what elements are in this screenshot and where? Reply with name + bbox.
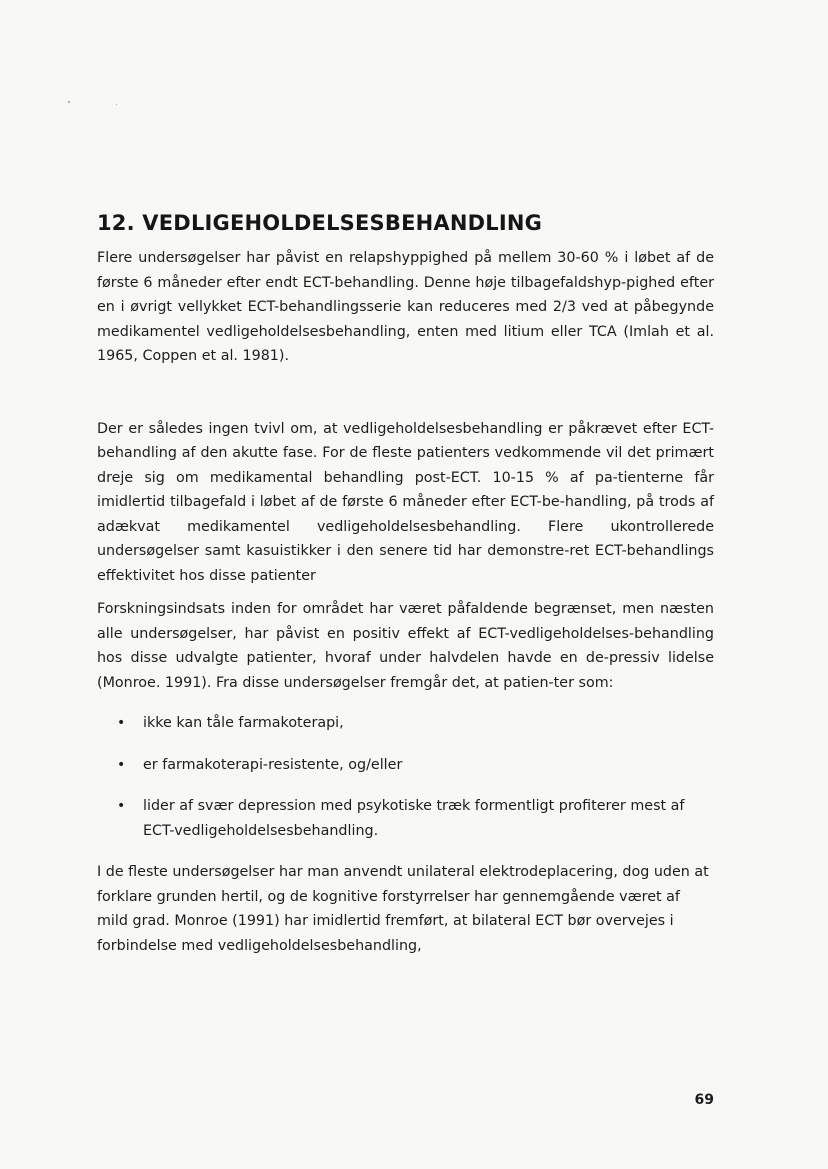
list-item-text: ikke kan tåle farmakoterapi, [143, 715, 344, 731]
list-item [97, 711, 714, 736]
paragraph-research: Forskningsindsats inden for området har været påfaldende begrænset, men næsten alle undersøgelser, har påvist en positiv effekt af ECT-vedligeholdelses-behandling hos disse udvalgte patienter, hvoraf under halvdelen havde en de-pressiv lidelse (Monroe. 1991). Fra disse undersøgelser fremgår det, at patien-ter som: [97, 601, 714, 691]
list-item-text: lider af svær depression med psykotiske træk formentligt profiterer mest af ECT-vedligeholdelsesbehandling. [143, 798, 685, 839]
paragraph-relapse: Flere undersøgelser har påvist en relapshyppighed på mellem 30-60 % i løbet af de første 6 måneder efter endt ECT-behandling. Denne høje tilbagefaldshyp-pighed efter en i øvrigt vellykket ECT-behandlingsserie kan reduceres med 2/3 ved at påbegynde medikamentel vedligeholdelsesbehandling, enten med litium eller TCA (Imlah et al. 1965, Coppen et al. 1981). [97, 250, 714, 364]
page-number: 69 [694, 1092, 714, 1108]
bullet-icon: • [117, 756, 126, 773]
scan-speck [68, 101, 70, 103]
page-content [97, 208, 714, 958]
list-item [97, 794, 714, 843]
section-heading: 12. VEDLIGEHOLDELSESBEHANDLING [97, 211, 543, 235]
patient-criteria-list [97, 711, 714, 843]
paragraph-maintenance-need: Der er således ingen tvivl om, at vedligeholdelsesbehandling er påkrævet efter ECT-behandling af den akutte fase. For de fleste patienters vedkommende vil det primært dreje sig om medikamental behandling post-ECT. 10-15 % af pa-tienterne får imidlertid tilbagefald i løbet af de første 6 måneder efter ECT-be-handling, på trods af adækvat medikamentel vedligeholdelsesbehandling. Flere ukontrollerede undersøgelser samt kasuistikker i den senere tid har demonstre-ret ECT-behandlings effektivitet hos disse patienter [97, 420, 714, 584]
list-item [97, 753, 714, 778]
list-item-text: er farmakoterapi-resistente, og/eller [143, 756, 403, 773]
scan-speck [116, 104, 117, 105]
paragraph-electrode-placement: I de fleste undersøgelser har man anvendt unilateral elektrodeplacering, dog uden at forklare grunden hertil, og de kognitive forstyrrelser har gennemgående været af mild grad. Monroe (1991) har imidlertid fremført, at bilateral ECT bør overvejes i forbindelse med vedligeholdelsesbehandling, [97, 864, 709, 954]
bullet-icon: • [117, 798, 126, 814]
bullet-icon: • [117, 715, 126, 731]
